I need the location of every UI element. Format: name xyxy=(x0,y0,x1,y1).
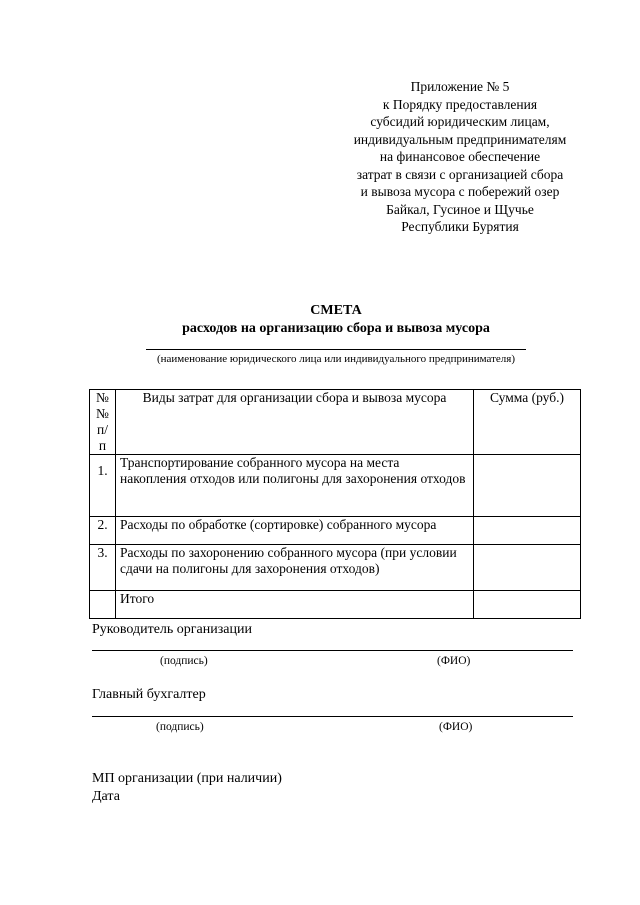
appendix-line: Приложение № 5 xyxy=(410,79,510,94)
header-sum: Сумма (руб.) xyxy=(474,390,581,455)
date-label: Дата xyxy=(92,789,120,804)
row-desc: Расходы по обработке (сортировке) собранного мусора xyxy=(116,517,474,545)
appendix-line: индивидуальным предпринимателям xyxy=(353,131,567,147)
accountant-sign-caption: (подпись) xyxy=(156,721,204,733)
header-desc: Виды затрат для организации сбора и вывоза мусора xyxy=(116,390,474,455)
row-num: 2. xyxy=(90,517,116,545)
row-sum xyxy=(474,591,581,619)
row-num: 3. xyxy=(90,545,116,591)
director-sign-caption: (подпись) xyxy=(160,655,208,667)
document-title xyxy=(0,302,640,338)
org-name-line xyxy=(146,349,526,350)
row-desc: Итого xyxy=(116,591,474,619)
director-label: Руководитель организации xyxy=(92,622,252,637)
appendix-header xyxy=(330,78,590,236)
table-total-row xyxy=(90,591,581,619)
header-num: №№ п/п xyxy=(90,390,116,455)
table-row xyxy=(90,455,581,517)
appendix-line: на финансовое обеспечение xyxy=(379,149,541,164)
estimate-table xyxy=(89,389,581,619)
appendix-line: субсидий юридическим лицам, xyxy=(370,114,550,129)
row-desc: Расходы по захоронению собранного мусора (при условии сдачи на полигоны для захоронения отходов) xyxy=(116,545,474,591)
row-desc: Транспортирование собранного мусора на места накопления отходов или полигоны для захоронения отходов xyxy=(116,455,474,517)
appendix-line: и вывоза мусора с побережий озер xyxy=(360,184,560,199)
director-name-caption: (ФИО) xyxy=(437,655,471,667)
appendix-line: Республики Бурятия xyxy=(401,219,519,234)
table-header-row xyxy=(90,390,581,455)
table-row xyxy=(90,517,581,545)
title-sub: расходов на организацию сбора и вывоза мусора xyxy=(182,321,490,336)
row-num: 1. xyxy=(90,455,116,517)
row-num xyxy=(90,591,116,619)
stamp-label: МП организации (при наличии) xyxy=(92,771,282,786)
accountant-sign-line xyxy=(92,716,573,717)
appendix-line: Байкал, Гусиное и Щучье xyxy=(386,201,534,217)
appendix-line: затрат в связи с организацией сбора xyxy=(356,166,564,182)
accountant-name-caption: (ФИО) xyxy=(439,721,473,733)
director-sign-line xyxy=(92,650,573,651)
row-sum xyxy=(474,545,581,591)
org-name-caption: (наименование юридического лица или индивидуального предпринимателя) xyxy=(156,353,516,365)
title-main: СМЕТА xyxy=(310,303,362,318)
row-sum xyxy=(474,455,581,517)
accountant-label: Главный бухгалтер xyxy=(92,687,206,702)
appendix-line: к Порядку предоставления xyxy=(382,96,538,112)
row-sum xyxy=(474,517,581,545)
table-row xyxy=(90,545,581,591)
